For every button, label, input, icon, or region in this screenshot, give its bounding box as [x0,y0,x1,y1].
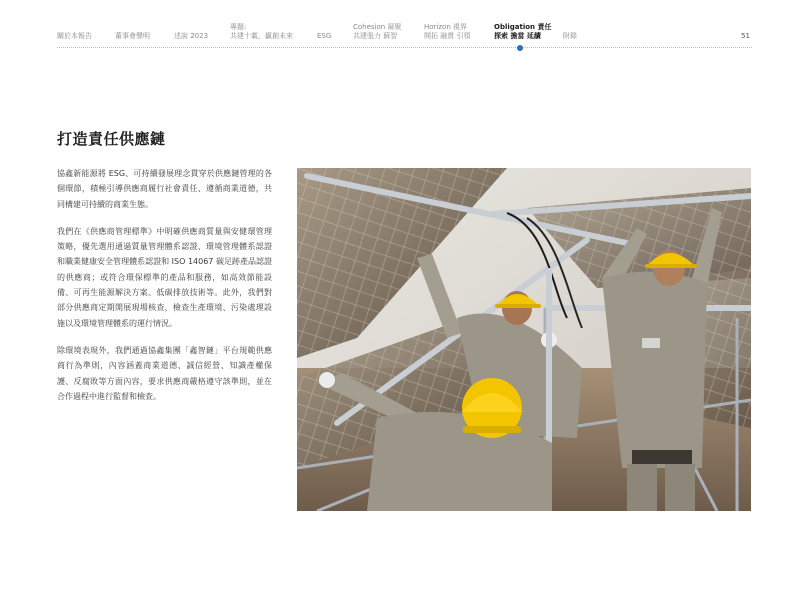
paragraph: 除環境表現外，我們通過協鑫集團「鑫智鏈」平台規範供應商行為準則，內容涵蓋商業道德、誠信經營、知識產權保護、反腐敗等方面內容，要求供應商嚴格遵守該準則，並在合作過程中進行監督和檢查。 [57,345,272,401]
nav-item-sublabel: 共建十載，贏創未來 [230,32,293,40]
nav-item-cohesion[interactable] [353,23,401,41]
solar-workers-photo [297,168,751,511]
nav-divider [57,47,752,48]
nav-item-2023[interactable] [174,32,208,41]
nav-item-label: Cohesion 凝聚 [353,23,402,31]
nav-item-sublabel: 探索 擔當 延續 [494,32,541,40]
paragraph: 我們在《供應商管理標準》中明確供應商質量與安健環管理策略，優先選用通過質量管理體系認證、環境管理體系認證和職業健康安全管理體系認證和 ISO 14067 碳足跡產品認證的供應商；或符合環保標準的產品和服務，如高效節能設備、可再生能源解決方案、低碳排放技術等。此外，我們對部分供應商定期開展現場核查，檢查生產環境、污染處理設施以及環境管理體系的運行情況。 [57,226,272,328]
nav-item-sublabel: 開拓 融貫 引領 [424,32,471,40]
nav-item-obligation[interactable] [494,23,551,41]
nav-item-feature[interactable] [230,23,293,41]
page-number: 51 [741,32,750,40]
nav-item-horizon[interactable] [424,23,470,41]
nav-item-label: 董事會聲明 [115,32,150,40]
page-title: 打造責任供應鏈 [57,130,166,148]
nav-item-appendix[interactable] [563,32,577,41]
nav-item-esg[interactable] [317,32,331,41]
paragraph: 協鑫新能源將 ESG、可持續發展理念貫穿於供應鏈管理的各個環節，積極引導供應商履行社會責任、遵循商業道德，共同構建可持續的商業生態。 [57,169,272,209]
nav-item-label: Horizon 視界 [424,23,467,31]
nav-item-board-statement[interactable] [115,32,150,41]
photo-illustration [297,168,751,511]
nav-item-label: 附錄 [563,32,577,40]
nav-item-about-report[interactable] [57,32,92,41]
nav-item-sublabel: 共建張力 蘇智 [353,32,398,40]
nav-item-label: 關於本報告 [57,32,92,40]
active-section-marker [517,45,523,51]
nav-item-label: 專題: [230,23,247,31]
top-navigation [0,0,809,52]
nav-item-label: Obligation 責任 [494,23,552,31]
nav-item-label: ESG [317,32,332,40]
nav-item-label: 述說 2023 [174,32,209,40]
body-text [57,166,272,416]
